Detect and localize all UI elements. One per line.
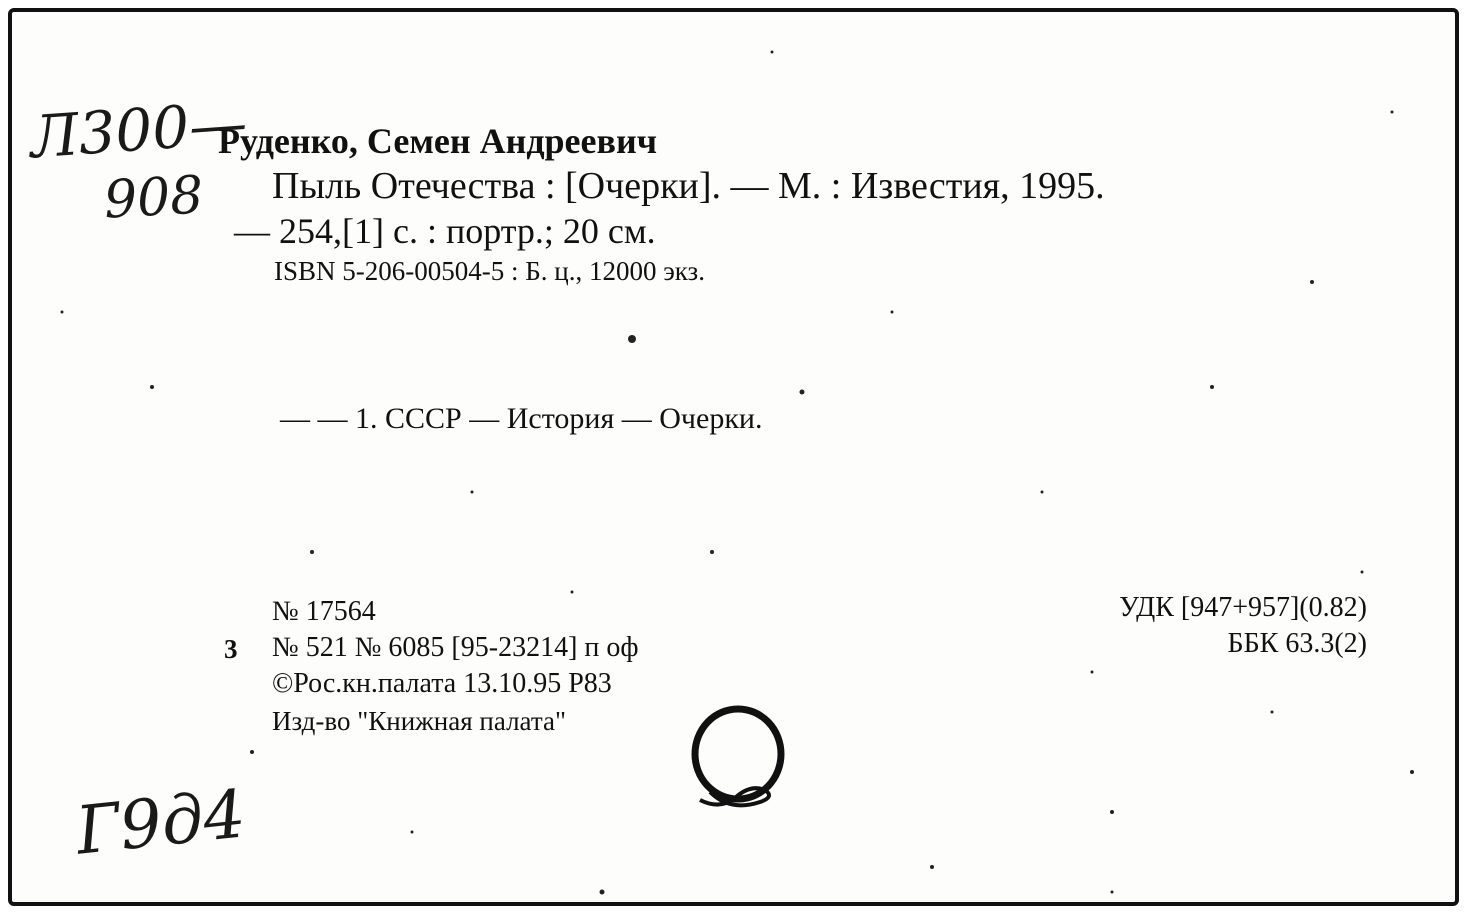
digit-3: 3 [224, 634, 238, 664]
call-number-bottom: 908 [102, 165, 205, 231]
publisher-line: Изд-во "Книжная палата" [272, 706, 566, 736]
handwritten-mark: Г9д4 [72, 775, 250, 870]
catalog-card [8, 8, 1459, 906]
number-1: № 17564 [272, 596, 376, 627]
number-2: № 521 № 6085 [95-23214] п оф [272, 632, 639, 663]
udk-code: УДК [947+957](0.82) [1119, 592, 1367, 623]
call-number-top: Л300— [27, 88, 250, 172]
pages-line: — 254,[1] с. : портр.; 20 см. [234, 211, 656, 251]
author-heading: Руденко, Семен Андреевич [218, 121, 657, 161]
subject-line: — — 1. СССР — История — Очерки. [280, 402, 763, 435]
stamp-loop-icon [680, 702, 800, 842]
bbk-code: ББК 63.3(2) [1227, 628, 1367, 659]
isbn-line: ISBN 5-206-00504-5 : Б. ц., 12000 экз. [274, 256, 705, 286]
copyright-line: ©Рос.кн.палата 13.10.95 Р83 [272, 668, 612, 699]
title-line: Пыль Отечества : [Очерки]. — М. : Известия, 1995. [272, 165, 1105, 207]
